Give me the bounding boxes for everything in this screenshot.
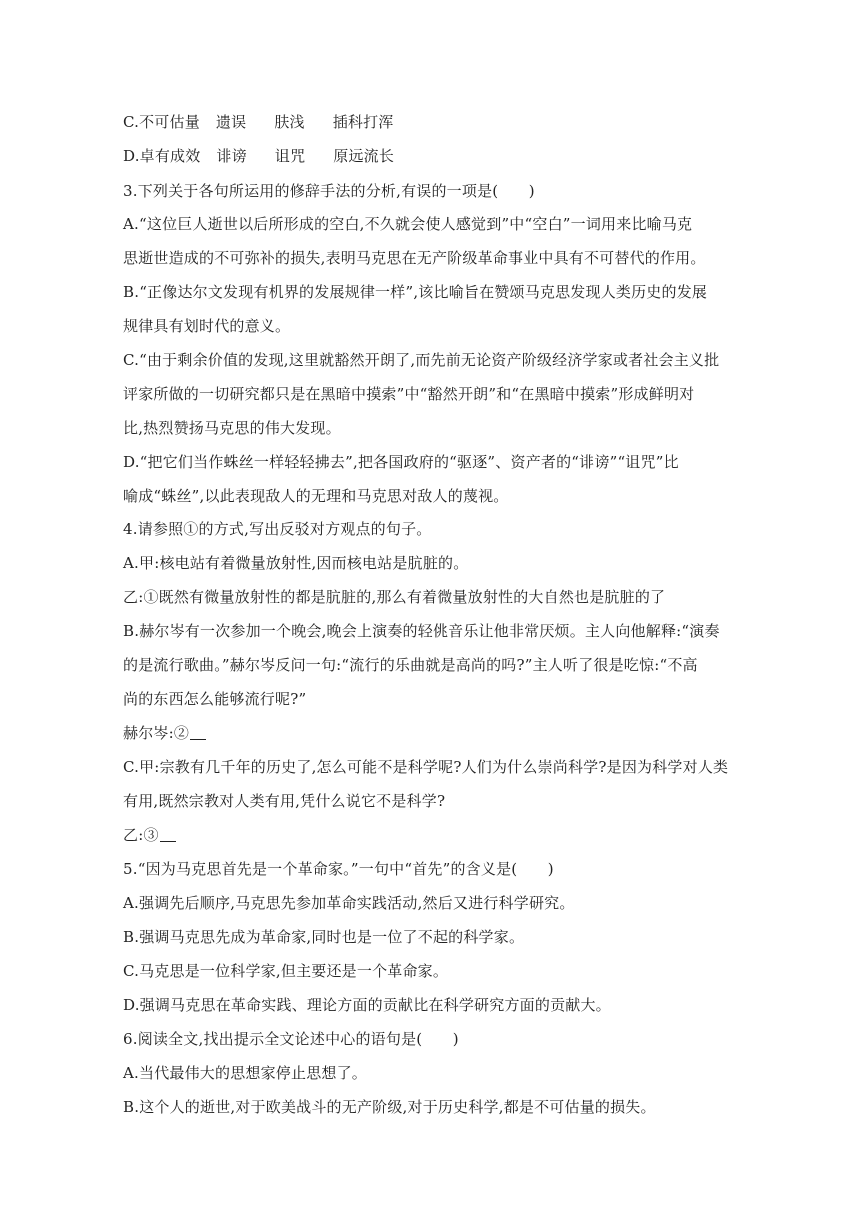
text-line: 思逝世造成的不可弥补的损失,表明马克思在无产阶级革命事业中具有不可替代的作用。 bbox=[123, 249, 706, 267]
option-word: 诅咒 bbox=[274, 147, 306, 165]
option-word: 遗误 bbox=[215, 113, 247, 131]
option-word: 插科打浑 bbox=[332, 113, 394, 131]
answer-blank[interactable] bbox=[160, 826, 176, 842]
text-line: B.强调马克思先成为革命家,同时也是一位了不起的科学家。 bbox=[123, 928, 525, 946]
text-line: 5.“因为马克思首先是一个革命家。”一句中“首先”的含义是( ) bbox=[123, 860, 554, 878]
text-line: 6.阅读全文,找出提示全文论述中心的语句是( ) bbox=[123, 1030, 459, 1048]
text-line: 3.下列关于各句所运用的修辞手法的分析,有误的一项是( ) bbox=[123, 182, 535, 200]
text-line: C.马克思是一位科学家,但主要还是一个革命家。 bbox=[123, 962, 449, 980]
option-word: C.不可估量 bbox=[123, 113, 200, 131]
option-word: 肤浅 bbox=[274, 113, 305, 131]
option-word-row bbox=[123, 112, 763, 132]
text-line: C.甲:宗教有几千年的历史了,怎么可能不是科学呢?人们为什么崇尚科学?是因为科学对人类 bbox=[123, 758, 729, 776]
text-line: D.“把它们当作蛛丝一样轻轻拂去”,把各国政府的“驱逐”、资产者的“诽谤”“诅咒”比 bbox=[123, 453, 679, 471]
option-word-row bbox=[123, 146, 763, 166]
text-line: 4.请参照①的方式,写出反驳对方观点的句子。 bbox=[123, 520, 432, 538]
text-line: A.强调先后顺序,马克思先参加革命实践活动,然后又进行科学研究。 bbox=[123, 894, 575, 912]
answer-prompt: 乙:③ bbox=[123, 826, 159, 844]
text-line: 乙:①既然有微量放射性的都是肮脏的,那么有着微量放射性的大自然也是肮脏的了 bbox=[123, 588, 666, 606]
text-line: 尚的东西怎么能够流行呢?” bbox=[123, 690, 307, 708]
text-line: 比,热烈赞扬马克思的伟大发现。 bbox=[123, 419, 341, 437]
option-word: 原远流长 bbox=[333, 147, 395, 165]
answer-prompt: 赫尔岑:② bbox=[123, 724, 190, 742]
text-line: C.“由于剩余价值的发现,这里就豁然开朗了,而先前无论资产阶级经济学家或者社会主义批 bbox=[123, 351, 720, 369]
text-line: 的是流行歌曲。”赫尔岑反问一句:“流行的乐曲就是高尚的吗?”主人听了很是吃惊:“不高 bbox=[123, 656, 698, 674]
answer-blank[interactable] bbox=[190, 724, 206, 740]
text-line: A.当代最伟大的思想家停止思想了。 bbox=[123, 1064, 368, 1082]
text-line: B.“正像达尔文发现有机界的发展规律一样”,该比喻旨在赞颂马克思发现人类历史的发展 bbox=[123, 283, 708, 301]
text-line: B.赫尔岑有一次参加一个晚会,晚会上演奏的轻佻音乐让他非常厌烦。主人向他解释:“演奏 bbox=[123, 622, 720, 640]
answer-line bbox=[123, 723, 763, 743]
text-line: 规律具有划时代的意义。 bbox=[123, 317, 291, 335]
text-line: D.强调马克思在革命实践、理论方面的贡献比在科学研究方面的贡献大。 bbox=[123, 996, 611, 1014]
text-line: A.“这位巨人逝世以后所形成的空白,不久就会使人感觉到”中“空白”一词用来比喻马克 bbox=[123, 215, 693, 233]
answer-line bbox=[123, 825, 763, 845]
text-line: A.甲:核电站有着微量放射性,因而核电站是肮脏的。 bbox=[123, 554, 469, 572]
text-line: 评家所做的一切研究都只是在黑暗中摸索”中“豁然开朗”和“在黑暗中摸索”形成鲜明对 bbox=[123, 385, 695, 403]
text-line: B.这个人的逝世,对于欧美战斗的无产阶级,对于历史科学,都是不可估量的损失。 bbox=[123, 1098, 656, 1116]
text-line: 有用,既然宗教对人类有用,凭什么说它不是科学? bbox=[123, 792, 446, 810]
option-word: D.卓有成效 bbox=[123, 147, 201, 165]
text-line: 喻成“蛛丝”,以此表现敌人的无理和马克思对敌人的蔑视。 bbox=[123, 487, 509, 505]
option-word: 诽谤 bbox=[216, 147, 247, 165]
